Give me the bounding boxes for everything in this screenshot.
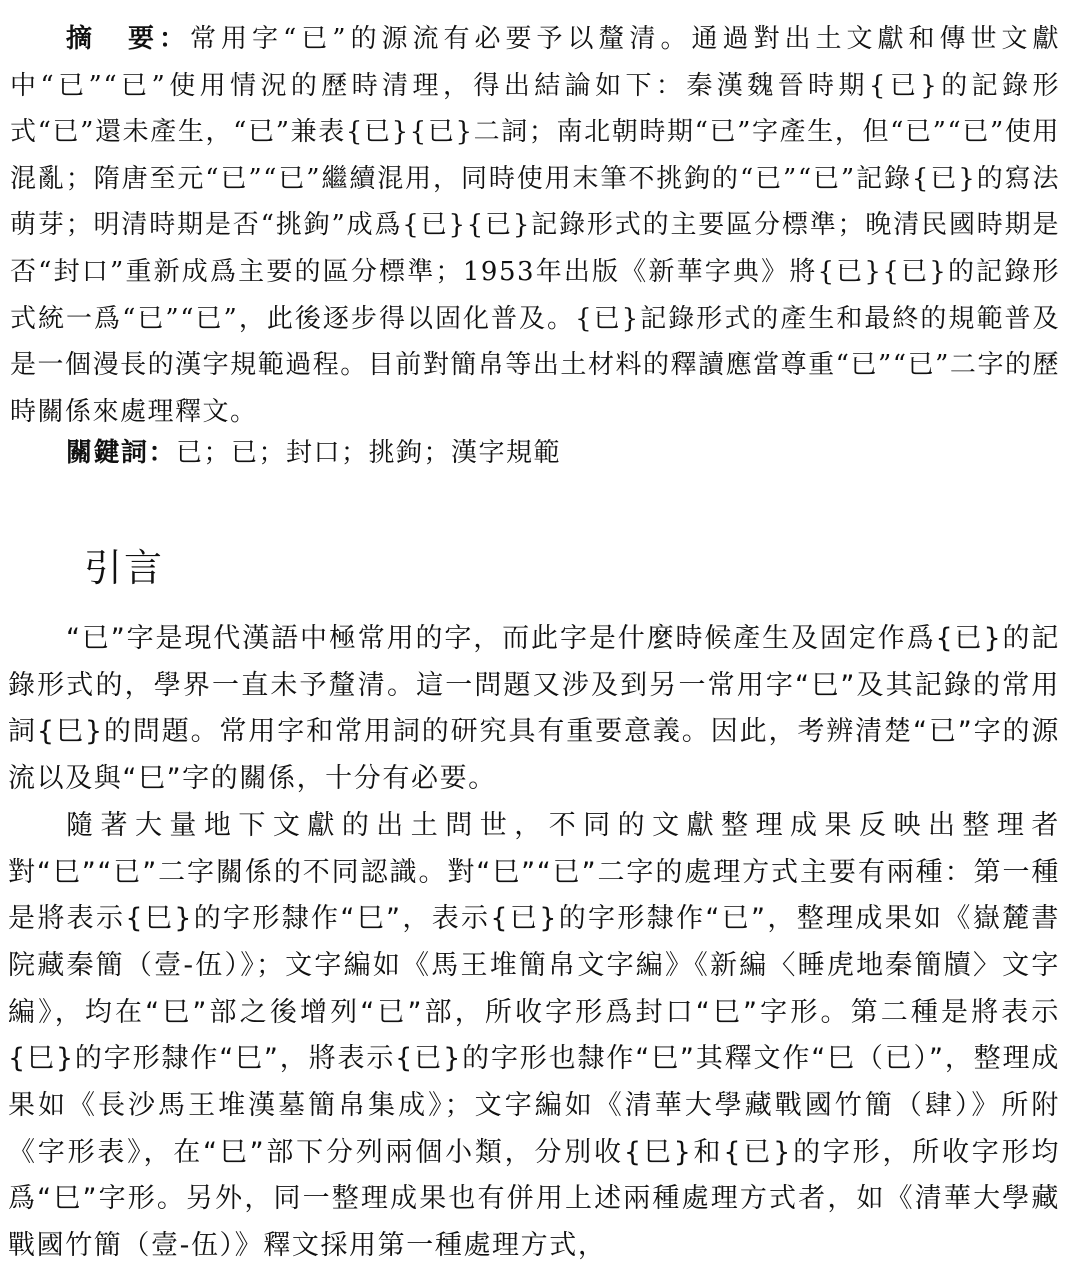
abstract-block xyxy=(10,16,1060,435)
abstract-paragraph xyxy=(10,16,1060,435)
abstract-text: 常用字“已”的源流有必要予以釐清。通過對出土文獻和傳世文獻中“已”“已”使用情況的歷時清理，得出結論如下：秦漢魏晉時期{已}的記錄形式“已”還未產生，“已”兼表{已}{已}二詞；南北朝時期“已”字產生，但“已”“已”使用混亂；隋唐至元“已”“已”繼續混用，同時使用末筆不挑鉤的“已”“已”記錄{已}的寫法萌芽；明清時期是否“挑鉤”成爲{已}{已}記錄形式的主要區分標準；晚清民國時期是否“封口”重新成爲主要的區分標準；1953年出版《新華字典》將{已}{已}的記錄形式統一爲“已”“已”，此後逐步得以固化普及。{已}記錄形式的產生和最終的規範普及是一個漫長的漢字規範過程。目前對簡帛等出土材料的釋讀應當尊重“已”“已”二字的歷時關係來處理釋文。 xyxy=(10,24,1060,427)
keywords-text: 已；已；封口；挑鉤；漢字規範 xyxy=(176,438,562,468)
body-section xyxy=(8,616,1060,1270)
keywords-label: 關鍵詞： xyxy=(66,438,177,468)
body-paragraph-2: 隨著大量地下文獻的出土問世，不同的文獻整理成果反映出整理者對“巳”“已”二字關係的不同認識。對“巳”“已”二字的處理方式主要有兩種：第一種是將表示{巳}的字形隸作“巳”，表示{已}的字形隸作“已”，整理成果如《嶽麓書院藏秦簡（壹-伍）》；文字編如《馬王堆簡帛文字編》《新編〈睡虎地秦簡牘〉文字編》，均在“巳”部之後增列“已”部，所收字形爲封口“巳”字形。第二種是將表示{巳}的字形隸作“巳”，將表示{已}的字形也隸作“巳”其釋文作“巳（已）”，整理成果如《長沙馬王堆漢墓簡帛集成》；文字編如《清華大學藏戰國竹簡（肆）》所附《字形表》，在“巳”部下分列兩個小類，分別收{巳}和{已}的字形，所收字形均爲“巳”字形。另外，同一整理成果也有併用上述兩種處理方式者，如《清華大學藏戰國竹簡（壹-伍）》釋文採用第一種處理方式， xyxy=(8,809,1060,1262)
keywords-line xyxy=(66,430,561,476)
section-heading: 引言 xyxy=(84,546,165,590)
body-paragraph-1: “已”字是現代漢語中極常用的字，而此字是什麼時候產生及固定作爲{已}的記錄形式的，學界一直未予釐清。這一問題又涉及到另一常用字“巳”及其記錄的常用詞{巳}的問題。常用字和常用詞的研究具有重要意義。因此，考辨清楚“已”字的源流以及與“巳”字的關係，十分有必要。 xyxy=(8,623,1060,795)
abstract-label: 摘 要： xyxy=(66,24,190,54)
